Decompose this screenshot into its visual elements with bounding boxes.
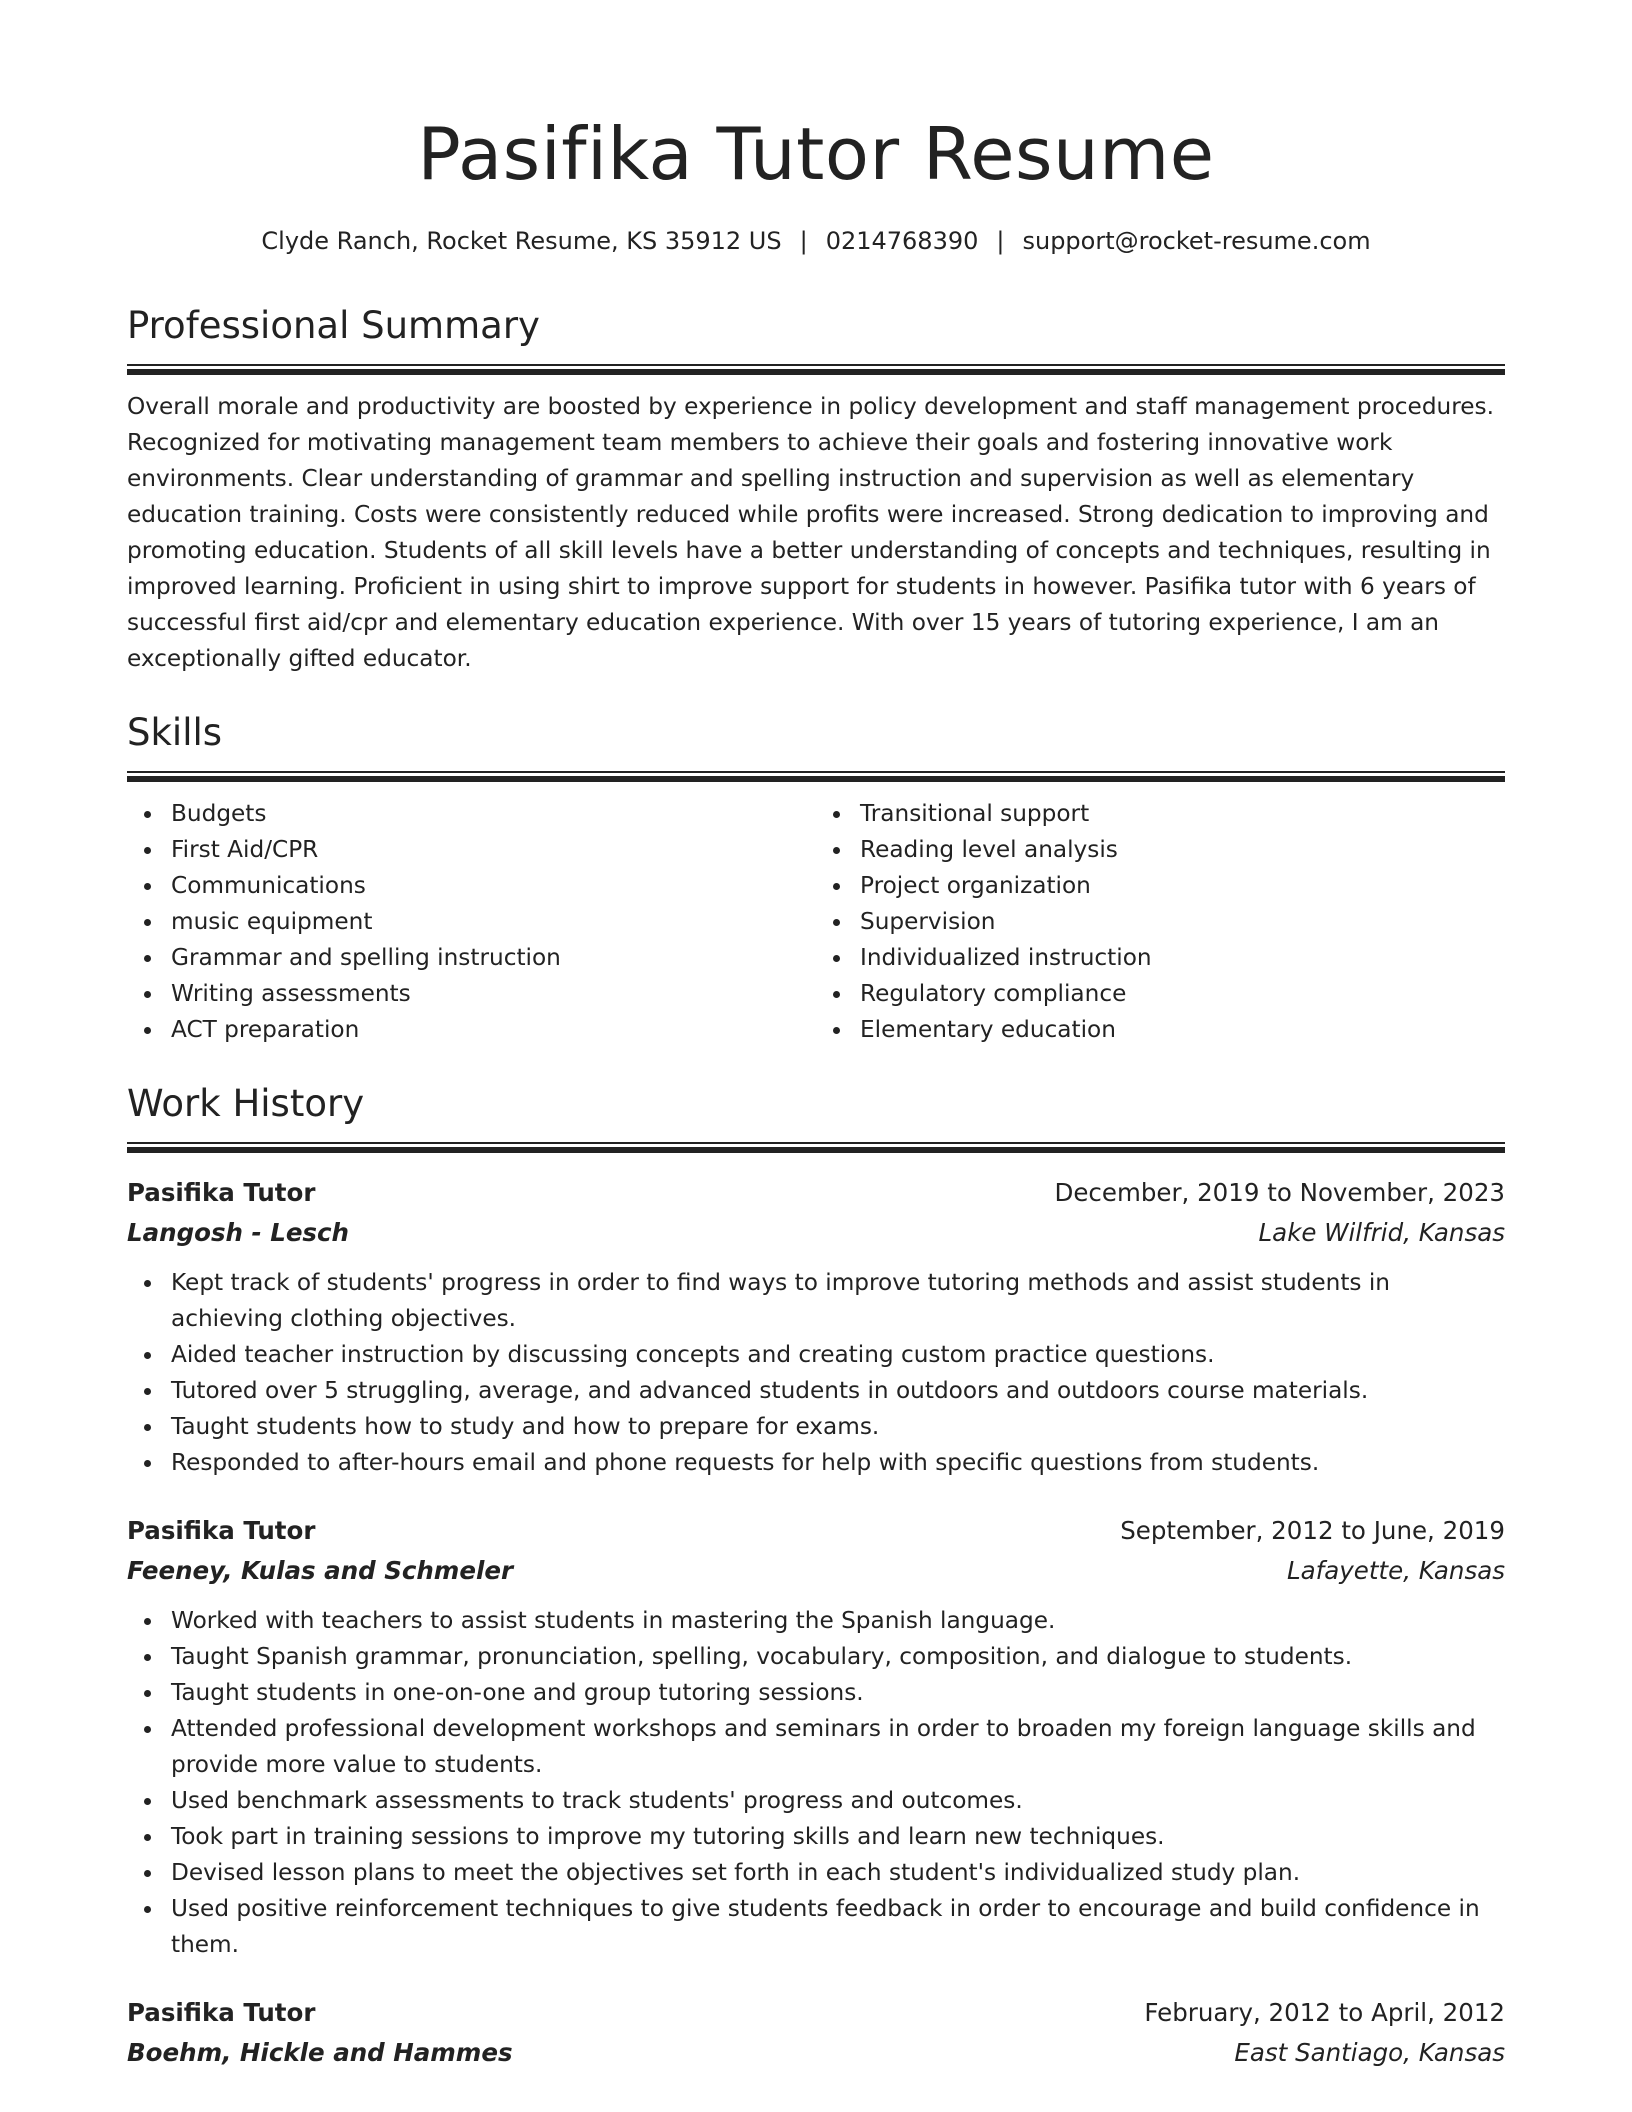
job-duty: Took part in training sessions to improve my tutoring skills and learn new techniques. — [171, 1819, 1505, 1855]
skill-item: ACT preparation — [171, 1012, 816, 1048]
job-dates: December, 2019 to November, 2023 — [1054, 1178, 1505, 1207]
job-dates: September, 2012 to June, 2019 — [1120, 1516, 1505, 1545]
skills-list-right — [816, 796, 1505, 1048]
contact-phone: 0214768390 — [825, 227, 979, 255]
job-dates: February, 2012 to April, 2012 — [1144, 1998, 1505, 2027]
job-header-row — [127, 1993, 1505, 2033]
job-duty: Taught students how to study and how to prepare for exams. — [171, 1409, 1505, 1445]
job-duty: Responded to after-hours email and phone requests for help with specific questions from students. — [171, 1445, 1505, 1481]
skill-item: Reading level analysis — [860, 832, 1505, 868]
job-company-row — [127, 2033, 1505, 2073]
resume-name: Pasifika Tutor Resume — [417, 112, 1215, 196]
skill-item: Transitional support — [860, 796, 1505, 832]
skill-item: Supervision — [860, 904, 1505, 940]
section-divider — [127, 771, 1505, 782]
job-company-row — [127, 1213, 1505, 1253]
contact-separator: | — [799, 227, 808, 255]
job-duty: Aided teacher instruction by discussing concepts and creating custom practice questions. — [171, 1337, 1505, 1373]
job-duty: Taught Spanish grammar, pronunciation, spelling, vocabulary, composition, and dialogue to students. — [171, 1639, 1505, 1675]
skill-item: Budgets — [171, 796, 816, 832]
job-duties-list — [127, 1265, 1505, 1481]
skills-list-left — [127, 796, 816, 1048]
job-duty: Used benchmark assessments to track students' progress and outcomes. — [171, 1783, 1505, 1819]
job-location: Lafayette, Kansas — [1286, 1556, 1505, 1585]
skills-grid — [127, 796, 1505, 1048]
summary-text: Overall morale and productivity are boosted by experience in policy development and staff management procedures. Recognized for motivating management team members to achieve their goals and fostering innovative work environments. Clear understanding of grammar and spelling instruction and supervision as well as elementary education training. Costs were consistently reduced while profits were increased. Strong dedication to improving and promoting education. Students of all skill levels have a better understanding of concepts and techniques, resulting in improved learning. Proficient in using shirt to improve support for students in however. Pasifika tutor with 6 years of successful first aid/cpr and elementary education experience. With over 15 years of tutoring experience, I am an exceptionally gifted educator. — [127, 393, 1494, 672]
job-location: East Santiago, Kansas — [1234, 2038, 1505, 2067]
skill-item: First Aid/CPR — [171, 832, 816, 868]
skill-item: Regulatory compliance — [860, 976, 1505, 1012]
job-title: Pasifika Tutor — [127, 1998, 316, 2027]
job-location: Lake Wilfrid, Kansas — [1258, 1218, 1505, 1247]
contact-address: Clyde Ranch, Rocket Resume, KS 35912 US — [261, 227, 782, 255]
skill-item: Elementary education — [860, 1012, 1505, 1048]
job-header-row — [127, 1173, 1505, 1213]
job-company: Feeney, Kulas and Schmeler — [127, 1556, 514, 1585]
job-duty: Used positive reinforcement techniques to give students feedback in order to encourage and build confidence in them. — [171, 1891, 1505, 1963]
job-entry — [127, 1173, 1505, 1481]
job-duty: Kept track of students' progress in order to find ways to improve tutoring methods and assist students in achieving clothing objectives. — [171, 1265, 1505, 1337]
job-duty: Devised lesson plans to meet the objectives set forth in each student's individualized study plan. — [171, 1855, 1505, 1891]
job-company-row — [127, 1551, 1505, 1591]
job-company: Boehm, Hickle and Hammes — [127, 2038, 513, 2067]
skill-item: Grammar and spelling instruction — [171, 940, 816, 976]
section-title-work-history: Work History — [127, 1082, 365, 1125]
job-company: Langosh - Lesch — [127, 1218, 349, 1247]
job-duty: Taught students in one-on-one and group tutoring sessions. — [171, 1675, 1505, 1711]
section-title-skills: Skills — [127, 711, 223, 754]
skill-item: music equipment — [171, 904, 816, 940]
job-duty: Attended professional development workshops and seminars in order to broaden my foreign language skills and provide more value to students. — [171, 1711, 1505, 1783]
job-entry — [127, 1511, 1505, 1963]
skill-item: Communications — [171, 868, 816, 904]
job-header-row — [127, 1511, 1505, 1551]
job-duties-list — [127, 1603, 1505, 1963]
job-entry — [127, 1993, 1505, 2073]
contact-line — [127, 227, 1505, 255]
job-duty: Worked with teachers to assist students in mastering the Spanish language. — [171, 1603, 1505, 1639]
skill-item: Individualized instruction — [860, 940, 1505, 976]
contact-email: support@rocket-resume.com — [1022, 227, 1371, 255]
job-duty: Tutored over 5 struggling, average, and advanced students in outdoors and outdoors course materials. — [171, 1373, 1505, 1409]
job-title: Pasifika Tutor — [127, 1178, 316, 1207]
section-divider — [127, 1142, 1505, 1153]
contact-separator: | — [996, 227, 1005, 255]
section-title-summary: Professional Summary — [127, 304, 540, 347]
skill-item: Writing assessments — [171, 976, 816, 1012]
skill-item: Project organization — [860, 868, 1505, 904]
section-divider — [127, 364, 1505, 375]
job-title: Pasifika Tutor — [127, 1516, 316, 1545]
